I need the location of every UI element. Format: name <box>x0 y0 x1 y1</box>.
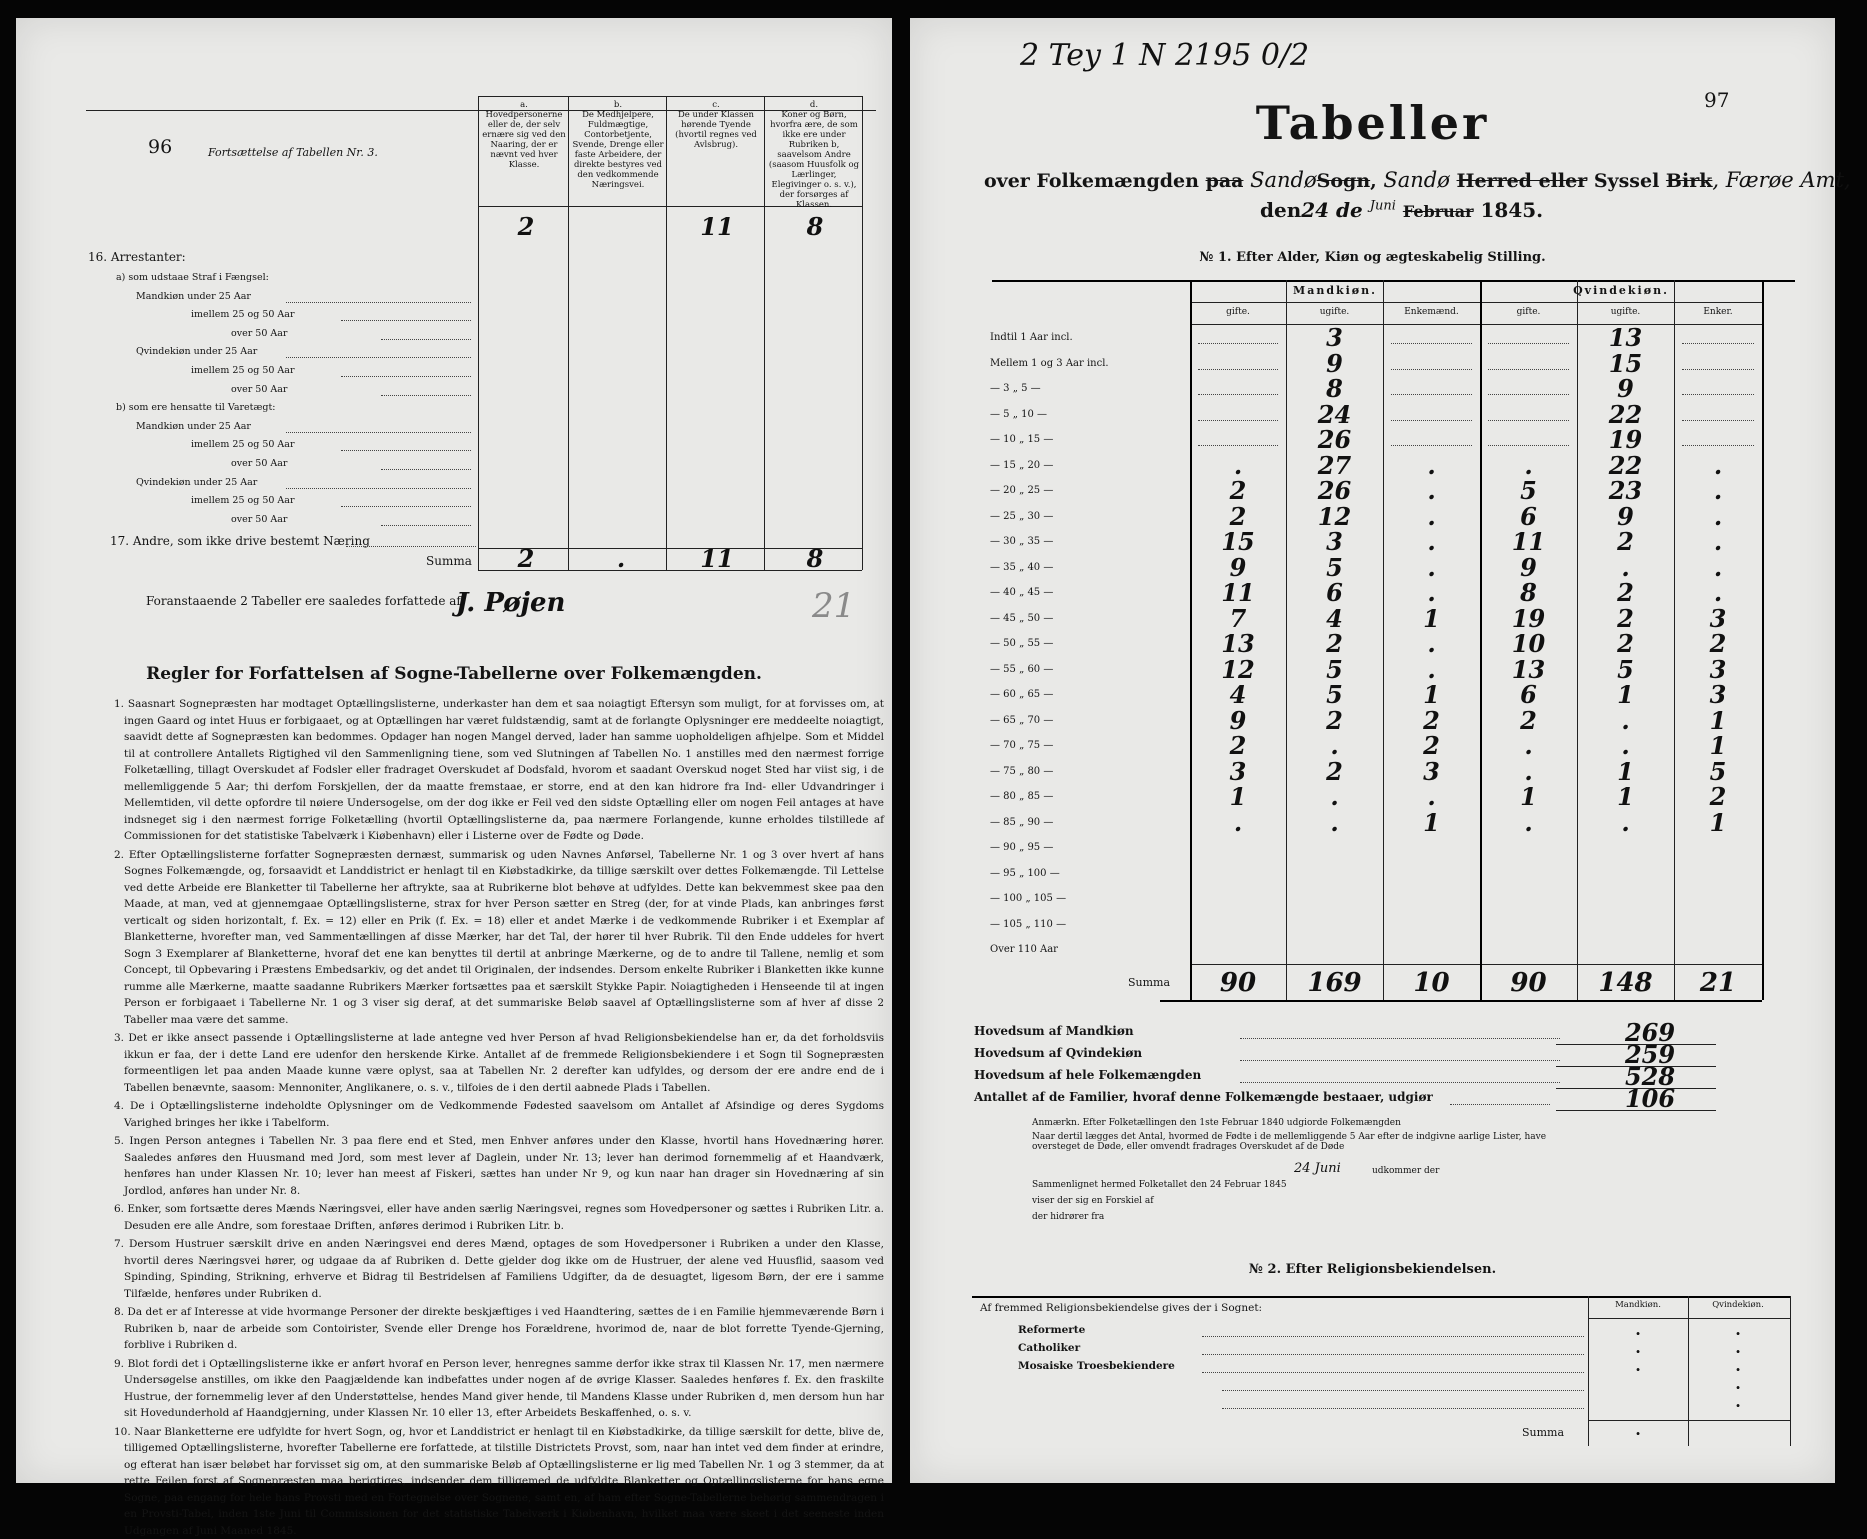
table2-cell: . <box>1688 1338 1788 1357</box>
table1-dot-guide <box>1488 369 1569 370</box>
table2-cell: . <box>1688 1320 1788 1339</box>
priest-signature: J. Pøjen <box>456 588 565 618</box>
table2-top-rule <box>972 1296 1790 1298</box>
table1-cell: 12 <box>1286 502 1383 531</box>
table1-cell: . <box>1383 527 1480 556</box>
table1-subheader: Enkemænd. <box>1383 307 1480 317</box>
page-number-left: 96 <box>148 136 172 158</box>
table1-cell: 2 <box>1577 527 1674 556</box>
table1-cell: 3 <box>1674 604 1762 633</box>
archive-reference: 2 Tey 1 N 2195 0/2 <box>1020 38 1309 73</box>
arrestant-row-dots <box>286 432 471 433</box>
table1-cell: 2 <box>1577 604 1674 633</box>
arrestant-row-label: b) som ere hensatte til Varetægt: <box>116 402 276 413</box>
table2-heading: № 2. Efter Religionsbekiendelsen. <box>910 1262 1835 1277</box>
table1-cell: . <box>1577 731 1674 760</box>
table2-summa-label: Summa <box>1522 1426 1564 1439</box>
table1-cell: 9 <box>1577 374 1674 403</box>
table1-cell: 1 <box>1577 680 1674 709</box>
arrestant-row-dots <box>286 302 471 303</box>
arrestant-row-label: a) som udstaae Straf i Fængsel: <box>116 272 269 283</box>
table1-cell: 9 <box>1577 502 1674 531</box>
arrestant-row-label: Mandkiøn under 25 Aar <box>136 421 251 432</box>
colhead-d: d. Koner og Børn, hvorfra ære, de som ikke ere under Rubriken b, saavelsom Andre (saasom Huusfolk og Lærlinger, Elegivinger o. s. v.), der forsørges af Klassen. <box>768 100 860 210</box>
table1-group-male: Mandkiøn. <box>1190 284 1480 297</box>
table1-cell: . <box>1674 476 1762 505</box>
table1-cell: . <box>1674 578 1762 607</box>
top-value-c: 11 <box>672 212 762 241</box>
remark-line-2: Naar dertil lægges det Antal, hvormed de Fødte i de mellemliggende 5 Aar efter de indgivne aarlige Lister, have oversteget de Døde, eller omvendt fradrages Overskudet af de Døde <box>1032 1132 1552 1152</box>
total-label: Antallet af de Familier, hvoraf denne Folkemængde bestaaer, udgiør <box>974 1090 1433 1104</box>
table1-dot-guide <box>1198 420 1278 421</box>
foregoing-note: Foranstaaende 2 Tabeller ere saaledes forfattede af <box>146 594 461 608</box>
total-label: Hovedsum af hele Folkemængden <box>974 1068 1201 1082</box>
table1-row-label: Mellem 1 og 3 Aar incl. <box>990 358 1109 369</box>
table1-cell: 1 <box>1674 808 1762 837</box>
total-value: 528 <box>1610 1062 1690 1091</box>
table1-cell: 6 <box>1480 502 1577 531</box>
section-17-label: 17. Andre, som ikke drive bestemt Næring <box>110 534 370 548</box>
table1-cell: 9 <box>1190 706 1286 735</box>
rule-paragraph: 10. Naar Blanketterne ere udfyldte for hvert Sogn, og, hvor et Landdistrict er henlagt til en Kiøbstadkirke, da tillige særskilt for dette, blive de, tilligemed Optællingslisterne, hvorefter Tabellerne ere forfattede, at tilstille Districtets Provst, som, naar han intet ved dem finder at erindre, og efterat han især beløbet har forvisset sig om, at den summariske Beløb af Optællingslisterne er lig med Tabellen Nr. 1 og 3 stemmer, da at rette Feilen forst af Sognepræsten maa berigtiges, indsender dem tilligemed de udfyldte Blanketter og Optællingslisterne for hans egne Sogne, paa engang for hele hans Provsti med en Fortegnelse over Sognene, samt en, af ham efter Sogne-Tabellerne behørig sammendragen i en Provsti-Tabel, inden 1ste Juni til Commissionen for det statistiske Tabelværk i Kiøbenhavn, hvilket maa være skeet i det seeneste inden Udgangen af Juni Maaned 1845. <box>114 1424 884 1539</box>
total-underline <box>1556 1110 1716 1111</box>
left-summa-c: 11 <box>672 544 762 573</box>
table1-cell: 2 <box>1577 578 1674 607</box>
table1-cell: 2 <box>1674 782 1762 811</box>
remark-line-4: Sammenlignet hermed Folketallet den 24 Februar 1845 <box>1032 1180 1287 1190</box>
table1-cell: 9 <box>1480 553 1577 582</box>
table1-row-label: — 85 „ 90 — <box>990 817 1053 828</box>
table1-cell: 5 <box>1286 680 1383 709</box>
arrestant-row-dots <box>341 320 471 321</box>
table1-cell: 2 <box>1286 706 1383 735</box>
table1-cell: 10 <box>1480 629 1577 658</box>
table1-cell: . <box>1383 476 1480 505</box>
table1-dot-guide <box>1391 343 1472 344</box>
table1-row-label: — 100 „ 105 — <box>990 893 1066 904</box>
colhead-b: b. De Medhjelpere, Fuldmægtige, Contorbetjente, Svende, Drenge eller faste Arbeidere, der direkte bestyres ved den vedkommende Næringsvei. <box>572 100 664 190</box>
table1-cell: . <box>1480 731 1577 760</box>
total-dots <box>1450 1104 1550 1105</box>
table1-row-label: — 65 „ 70 — <box>990 715 1053 726</box>
table2-row-label: Mosaiske Troesbekiendere <box>1018 1360 1175 1372</box>
table1-dot-guide <box>1488 420 1569 421</box>
rule-paragraph: 3. Det er ikke ansect passende i Optællingslisterne at lade antegne ved hver Person af hvad Religionsbekiendelse han er, da det forholdsviis ikkun er faa, der i dette Land ere udenfor den herskende Kirke. Antallet af de fremmede Religionsbekiendere i et Sogn til Sognepræsten formeentligen let paa anden Maade kunne være oplyst, saa at Tabellen Nr. 2 derefter kan udfyldes, og dersom der ere andre end de i Tabellen benævnte, saasom: Mennoniter, Anglikanere, o. s. v., tilfoies de i den dertil aabnede Plads i Tabellen. <box>114 1030 884 1096</box>
table1-cell: 1 <box>1674 706 1762 735</box>
arrestant-row-label: over 50 Aar <box>231 384 287 395</box>
table1-col-rule <box>1762 280 1764 1000</box>
colhead-a: a. Hovedpersonerne eller de, der selv ernære sig ved den Naaring, der er nævnt ved hver Klasse. <box>482 100 566 170</box>
table1-cell: 2 <box>1190 476 1286 505</box>
table2-cell: . <box>1688 1374 1788 1393</box>
main-title: Tabeller <box>910 96 1835 150</box>
table1-cell: 1 <box>1674 731 1762 760</box>
section-16-label: 16. Arrestanter: <box>88 250 186 264</box>
section-17-dots <box>346 546 476 547</box>
table1-row-label: — 75 „ 80 — <box>990 766 1053 777</box>
table1-cell: 6 <box>1480 680 1577 709</box>
table1-cell: 26 <box>1286 425 1383 454</box>
table1-cell: . <box>1383 578 1480 607</box>
rule-paragraph: 4. De i Optællingslisterne indeholdte Oplysninger om de Vedkommende Fødested saavelsom om Antallet af Afsindige og deres Sygdoms Varighed bringes her ikke i Tabelform. <box>114 1098 884 1131</box>
table1-cell: . <box>1480 757 1577 786</box>
total-value: 259 <box>1610 1040 1690 1069</box>
table1-cell: . <box>1674 527 1762 556</box>
table1-dot-guide <box>1488 394 1569 395</box>
table1-row-label: Over 110 Aar <box>990 944 1058 955</box>
table1-cell: 4 <box>1190 680 1286 709</box>
arrestant-row-dots <box>286 357 471 358</box>
col-d-left <box>764 96 765 570</box>
table1-row-label: — 10 „ 15 — <box>990 434 1053 445</box>
arrestant-row-dots <box>381 469 471 470</box>
table1-cell: 13 <box>1190 629 1286 658</box>
table1-row-label: — 105 „ 110 — <box>990 919 1066 930</box>
rule-paragraph: 9. Blot fordi det i Optællingslisterne ikke er anført hvoraf en Person lever, henregnes samme derfor ikke strax til Klassen Nr. 17, men nærmere Undersøgelse anstilles, om ikke den Paagjældende kan indbefattes under nogen af de øvrige Klasser. Saaledes henføres f. Ex. den fraskilte Hustrue, der fornemmelig lever af den Understøttelse, hendes Mand giver hende, til Mandens Klasse under Rubriken d, men dersom hun har sit Hovedunderhold af Haandgjerning, under Klassen Nr. 10 eller 13, efter Arbeidets Beskaffenhed, o. s. v. <box>114 1356 884 1422</box>
table1-cell: 22 <box>1577 400 1674 429</box>
table1-cell: 5 <box>1674 757 1762 786</box>
table2-dots <box>1222 1390 1584 1391</box>
left-page <box>16 18 892 1483</box>
arrestant-row-dots <box>341 450 471 451</box>
remark-line-5: viser der sig en Forskiel af <box>1032 1196 1154 1206</box>
table1-cell: 2 <box>1286 629 1383 658</box>
table1-cell: 2 <box>1190 502 1286 531</box>
table1-cell: . <box>1674 451 1762 480</box>
arrestant-row-label: over 50 Aar <box>231 328 287 339</box>
arrestant-row-label: imellem 25 og 50 Aar <box>191 365 295 376</box>
table1-cell: 19 <box>1577 425 1674 454</box>
table2-header-rule <box>1588 1318 1790 1319</box>
table1-cell: 8 <box>1286 374 1383 403</box>
table1-row-label: — 15 „ 20 — <box>990 460 1053 471</box>
table1-cell: 1 <box>1577 782 1674 811</box>
table1-cell: . <box>1190 451 1286 480</box>
total-label: Hovedsum af Qvindekiøn <box>974 1046 1142 1060</box>
table1-dot-guide <box>1391 445 1472 446</box>
table1-cell: . <box>1190 808 1286 837</box>
table1-cell: 3 <box>1674 655 1762 684</box>
table1-dot-guide <box>1682 394 1754 395</box>
table1-cell: 2 <box>1674 629 1762 658</box>
table1-cell: . <box>1383 451 1480 480</box>
table1-row-label: — 25 „ 30 — <box>990 511 1053 522</box>
table1-dot-guide <box>1391 394 1472 395</box>
page-number-right: 97 <box>1704 88 1729 112</box>
arrestant-row-dots <box>286 488 471 489</box>
table1-cell: . <box>1674 553 1762 582</box>
table1-summa-cell: 21 <box>1674 968 1762 998</box>
table1-cell: 1 <box>1577 757 1674 786</box>
table1-dot-guide <box>1682 369 1754 370</box>
table1-summa-label: Summa <box>1128 976 1170 989</box>
table1-row-label: — 5 „ 10 — <box>990 409 1047 420</box>
table1-summa-cell: 148 <box>1577 968 1674 998</box>
table1-summa-cell: 169 <box>1286 968 1383 998</box>
table1-cell: . <box>1286 808 1383 837</box>
table2-col-header: Qvindekiøn. <box>1688 1300 1788 1310</box>
rules-text <box>114 696 884 1418</box>
rule-paragraph: 5. Ingen Person antegnes i Tabellen Nr. 3 paa flere end et Sted, men Enhver anføres under den Klasse, hvortil hans Hovednæring hører. Saaledes anføres den Huusmand med Jord, som mest lever af Daglein, under Nr. 13; lever han derimod fornemmelig af et Haandværk, henføres han under Klassen Nr. 10; lever han meest af Fiskeri, sættes han under Nr 9, og kun naar han drager sin Hovednæring af sin Jordlod, anføres han under Nr. 8. <box>114 1133 884 1199</box>
col-c-left <box>666 96 667 570</box>
left-summa-b: . <box>576 544 666 573</box>
rules-title: Regler for Forfattelsen af Sogne-Tabellerne over Folkemængden. <box>16 664 892 684</box>
table2-dots <box>1222 1408 1584 1409</box>
table1-body-rule <box>1190 964 1762 965</box>
table1-dot-guide <box>1198 394 1278 395</box>
table1-cell: . <box>1674 502 1762 531</box>
table1-cell: 24 <box>1286 400 1383 429</box>
table1-cell: 5 <box>1577 655 1674 684</box>
table1-header-rule <box>1190 324 1762 325</box>
table1-cell: 5 <box>1286 553 1383 582</box>
table1-cell: 2 <box>1383 706 1480 735</box>
table1-cell: 1 <box>1383 680 1480 709</box>
remark-line-3: udkommer der <box>1372 1166 1439 1176</box>
table1-heading: № 1. Efter Alder, Kiøn og ægteskabelig Stilling. <box>910 250 1835 265</box>
table1-row-label: — 30 „ 35 — <box>990 536 1053 547</box>
table1-subheader: ugifte. <box>1577 307 1674 317</box>
table1-subheader: ugifte. <box>1286 307 1383 317</box>
table1-bottom-rule <box>1160 1000 1762 1002</box>
colhead-c: c. De under Klassen hørende Tyende (hvortil regnes ved Avlsbrug). <box>670 100 762 150</box>
table1-row-label: Indtil 1 Aar incl. <box>990 332 1073 343</box>
table1-row-label: — 35 „ 40 — <box>990 562 1053 573</box>
table1-summa-cell: 90 <box>1480 968 1577 998</box>
table1-cell: 1 <box>1383 808 1480 837</box>
table1-cell: 3 <box>1383 757 1480 786</box>
arrestant-row-dots <box>341 376 471 377</box>
table1-cell: . <box>1480 451 1577 480</box>
total-dots <box>1240 1060 1560 1061</box>
table2-dots <box>1202 1354 1584 1355</box>
table1-cell: 22 <box>1577 451 1674 480</box>
table1-cell: 2 <box>1286 757 1383 786</box>
arrestant-row-label: Qvindekiøn under 25 Aar <box>136 477 257 488</box>
table1-cell: . <box>1577 808 1674 837</box>
table1-dot-guide <box>1682 445 1754 446</box>
table2-intro: Af fremmed Religionsbekiendelse gives der i Sognet: <box>980 1302 1262 1314</box>
col-b-left <box>568 96 569 570</box>
table1-cell: . <box>1480 808 1577 837</box>
col-end <box>862 96 863 570</box>
rule-paragraph: 2. Efter Optællingslisterne forfatter Sognepræsten dernæst, summarisk og uden Navnes Anførsel, Tabellerne Nr. 1 og 3 over hvert af hans Sognes Folkemængde, og, forsaavidt et Landdistrict er henlagt til en Kiøbstadkirke, da tillige særskilt over dettes Folkemængde. Til Lettelse ved dette Arbeide ere Blanketter til Tabellerne her aftrykte, saa at Rubrikerne blot behøve at udfyldes. Dette kan bekvemmest skee paa den Maade, at man, ved at gjennemgaae Optællingslisterne, strax for hver Person sætter en Streg (der, for at vinde Plads, kan anbringes først verticalt og siden horizontalt, f. Ex. = 12) eller en Prik (f. Ex. = 18) eller et andet Mærke i de vedkommende Rubriker i et Exemplar af Blanketterne, hvorefter man, ved Sammentællingen af disse Mærker, har det Tal, der hører til hver Rubrik. Til den Ende uddeles for hvert Sogn 3 Exemplarer af Blanketterne, hvoraf det ene kan benyttes til dertil at anbringe Mærkerne, og de to andre til Tallene, nemlig et som Concept, til Opbevaring i Præstens Embedsarkiv, og det andet til Originalen, der indsendes. Dersom enkelte Rubriker i Blanketten ikke kunne rumme alle Mærkerne, maatte saadanne Rubrikers Mærker fortsættes paa et særskilt Stykke Papir. Noiagtigheden i Henseende til at ingen Person er forbigaaet i Tabellerne Nr. 1 og 3 viser sig deraf, at det summariske Beløb saavel af Optællingslisterne som af hver af disse 2 Tabeller maa være det samme. <box>114 847 884 1029</box>
table1-cell: 8 <box>1480 578 1577 607</box>
table1-cell: 15 <box>1577 349 1674 378</box>
col-a-left <box>478 96 479 570</box>
table1-cell: 1 <box>1383 604 1480 633</box>
total-value: 269 <box>1610 1018 1690 1047</box>
table1-cell: . <box>1577 706 1674 735</box>
table1-cell: 2 <box>1577 629 1674 658</box>
table1-group-rule <box>1190 302 1762 303</box>
table2-row-label: Catholiker <box>1018 1342 1080 1354</box>
table1-dot-guide <box>1391 369 1472 370</box>
remark-date-hand: 24 Juni <box>1294 1164 1341 1174</box>
table1-cell: 3 <box>1674 680 1762 709</box>
table1-cell: 26 <box>1286 476 1383 505</box>
table1-cell: 15 <box>1190 527 1286 556</box>
table1-dot-guide <box>1391 420 1472 421</box>
rule-paragraph: 6. Enker, som fortsætte deres Mænds Næringsvei, eller have anden særlig Næringsvei, regnes som Hovedpersoner og sættes i Rubriken Litr. a. Desuden ere alle Andre, som forestaae Driften, anføres derimod i Rubriken Litr. b. <box>114 1201 884 1234</box>
subtitle: over Folkemængden paa SandøSogn, Sandø Herred eller Syssel Birk, Færøe Amt, <box>984 168 1824 192</box>
table1-row-label: — 80 „ 85 — <box>990 791 1053 802</box>
table1-summa-cell: 10 <box>1383 968 1480 998</box>
table1-cell: . <box>1383 553 1480 582</box>
table1-cell: . <box>1383 502 1480 531</box>
table1-row-label: — 70 „ 75 — <box>990 740 1053 751</box>
arrestant-row-dots <box>381 339 471 340</box>
table1-cell: . <box>1383 782 1480 811</box>
table2-row-label: Reformerte <box>1018 1324 1085 1336</box>
table1-row-label: — 45 „ 50 — <box>990 613 1053 624</box>
arrestant-row-dots <box>381 395 471 396</box>
table2-dots <box>1202 1372 1584 1373</box>
rule-paragraph: 7. Dersom Hustruer særskilt drive en anden Næringsvei end deres Mænd, optages de som Hovedpersoner i Rubriken a under den Klasse, hvortil deres Næringsvei hører, og udgaae da af Rubriken d. Dette gjelder dog ikke om de Hustruer, der alene ved Huusflid, saasom ved Spinding, Spinding, Strikning, erhverve et Bidrag til Bestridelsen af Familiens Udgifter, da de desuagtet, ligesom Børn, der ere i samme Tilfælde, henføres under Rubriken d. <box>114 1236 884 1302</box>
table1-row-label: — 20 „ 25 — <box>990 485 1053 496</box>
table1-dot-guide <box>1198 343 1278 344</box>
pencil-note: 21 <box>812 586 855 626</box>
table1-cell: 23 <box>1577 476 1674 505</box>
table1-cell: . <box>1286 782 1383 811</box>
table1-cell: 2 <box>1480 706 1577 735</box>
arrestant-row-label: imellem 25 og 50 Aar <box>191 309 295 320</box>
table1-cell: 2 <box>1383 731 1480 760</box>
table1-cell: 12 <box>1190 655 1286 684</box>
table1-cell: 2 <box>1190 731 1286 760</box>
table1-row-label: — 55 „ 60 — <box>990 664 1053 675</box>
table1-row-label: — 50 „ 55 — <box>990 638 1053 649</box>
arrestant-row-label: over 50 Aar <box>231 514 287 525</box>
table2-cell: . <box>1588 1356 1688 1375</box>
rule-paragraph: 8. Da det er af Interesse at vide hvormange Personer der direkte beskjæftiges i ved Haandtering, sættes de i en Familie hjemmeværende Børn i Rubriken b, naar de arbeide som Contoirister, Svende eller Drenge hos Forældrene, hvorimod de, naar de blot forrette Tyende-Gjerning, forblive i Rubriken d. <box>114 1304 884 1354</box>
table1-cell: 27 <box>1286 451 1383 480</box>
table1-row-label: — 40 „ 45 — <box>990 587 1053 598</box>
table2-dots <box>1202 1336 1584 1337</box>
table1-cell: 5 <box>1480 476 1577 505</box>
table1-group-female: Qvindekiøn. <box>1480 284 1762 297</box>
arrestant-row-label: imellem 25 og 50 Aar <box>191 439 295 450</box>
table1-cell: 11 <box>1480 527 1577 556</box>
top-value-a: 2 <box>486 212 566 241</box>
table1-cell: 1 <box>1480 782 1577 811</box>
table2-cell: . <box>1688 1356 1788 1375</box>
table2-cell: . <box>1688 1392 1788 1411</box>
rule-paragraph: 1. Saasnart Sognepræsten har modtaget Optællingslisterne, underkaster han dem et saa noiagtigt Eftersyn som muligt, for at forvisses om, at ingen Gaard og intet Huus er forbigaaet, og at Optællingen har været fuldstændig, samt at de forlangte Oplysninger ere meddeelte noiagtigt, saavidt dette af Sognepræsten kan bedommes. Opdager han nogen Mangel derved, lader han samme uopholdeligen afhjelpe. Som et Middel til at controllere Antallets Rigtighed vil den Sammenligning tiene, som ved Slutningen af Tabellen No. 1 anstilles med den nærmest forrige Folketælling, tillagt Overskudet af Fodsler eller fradraget Overskudet af Dodsfald, hvorom et saadant Overskud noget Sted har viist sig, i de mellemliggende 5 Aar; thi derfom Forskjellen, der da maatte fremstaae, er storre, end at den kan hidrore fra Ind- eller Udvandringer i Mellemtiden, vil dette opfordre til nøiere Undersogelse, om der dog ikke er Feil ved den sidste Optælling eller om nogen Feil antages at have indsneget sig i den nærmest forrige Folketælling (hvortil Optællingslisterne da, paa nærmere Forlangende, kunne erholdes tilstillede af Commissionen for det statistiske Tabelværk i Kiøbenhavn) eller i Listerne over de Fødte og Døde. <box>114 696 884 845</box>
table1-dot-guide <box>1488 445 1569 446</box>
table1-cell: . <box>1383 629 1480 658</box>
table2-summa-cell: . <box>1588 1420 1688 1439</box>
table1-dot-guide <box>1682 420 1754 421</box>
table1-row-label: — 60 „ 65 — <box>990 689 1053 700</box>
table1-subheader: Enker. <box>1674 307 1762 317</box>
table1-cell: 7 <box>1190 604 1286 633</box>
arrestant-row-label: imellem 25 og 50 Aar <box>191 495 295 506</box>
table1-row-label: — 3 „ 5 — <box>990 383 1041 394</box>
table1-cell: 6 <box>1286 578 1383 607</box>
remark-line-6: der hidrører fra <box>1032 1212 1104 1222</box>
table2-col-header: Mandkiøn. <box>1588 1300 1688 1310</box>
remark-line-1: Anmærkn. Efter Folketællingen den 1ste Februar 1840 udgiorde Folkemængden <box>1032 1118 1401 1128</box>
table1-dot-guide <box>1488 343 1569 344</box>
total-dots <box>1240 1038 1560 1039</box>
arrestant-row-dots <box>381 525 471 526</box>
right-page <box>910 18 1835 1483</box>
table1-cell: 9 <box>1286 349 1383 378</box>
table1-subheader: gifte. <box>1480 307 1577 317</box>
colhead-top <box>478 96 862 97</box>
left-summa-a: 2 <box>486 544 566 573</box>
total-value: 106 <box>1610 1084 1690 1113</box>
table1-cell: . <box>1577 553 1674 582</box>
arrestant-row-label: Mandkiøn under 25 Aar <box>136 291 251 302</box>
arrestant-row-label: over 50 Aar <box>231 458 287 469</box>
table1-dot-guide <box>1682 343 1754 344</box>
continuation-note: Fortsættelse af Tabellen Nr. 3. <box>208 146 378 159</box>
left-summa-label: Summa <box>426 554 472 568</box>
table1-cell: 3 <box>1190 757 1286 786</box>
total-dots <box>1240 1082 1560 1083</box>
table1-cell: 4 <box>1286 604 1383 633</box>
table1-cell: 11 <box>1190 578 1286 607</box>
table1-summa-cell: 90 <box>1190 968 1286 998</box>
table1-cell: 9 <box>1190 553 1286 582</box>
table2-cell: . <box>1588 1338 1688 1357</box>
table1-cell: 19 <box>1480 604 1577 633</box>
table1-cell: . <box>1286 731 1383 760</box>
table1-cell: 1 <box>1190 782 1286 811</box>
table1-row-label: — 90 „ 95 — <box>990 842 1053 853</box>
table1-dot-guide <box>1198 445 1278 446</box>
arrestant-row-dots <box>341 506 471 507</box>
top-value-d: 8 <box>770 212 860 241</box>
total-label: Hovedsum af Mandkiøn <box>974 1024 1134 1038</box>
left-summa-d: 8 <box>770 544 860 573</box>
table1-dot-guide <box>1198 369 1278 370</box>
table2-cell: . <box>1588 1320 1688 1339</box>
table1-cell: 13 <box>1480 655 1577 684</box>
table1-cell: . <box>1383 655 1480 684</box>
census-date: den24 de $^{Juni}$ Februar 1845. <box>1260 198 1543 222</box>
table2-col-rule-3 <box>1790 1296 1791 1446</box>
table1-cell: 3 <box>1286 527 1383 556</box>
table1-row-label: — 95 „ 100 — <box>990 868 1060 879</box>
table1-cell: 3 <box>1286 323 1383 352</box>
arrestant-row-label: Qvindekiøn under 25 Aar <box>136 346 257 357</box>
table1-subheader: gifte. <box>1190 307 1286 317</box>
table1-cell: 13 <box>1577 323 1674 352</box>
table1-cell: 5 <box>1286 655 1383 684</box>
